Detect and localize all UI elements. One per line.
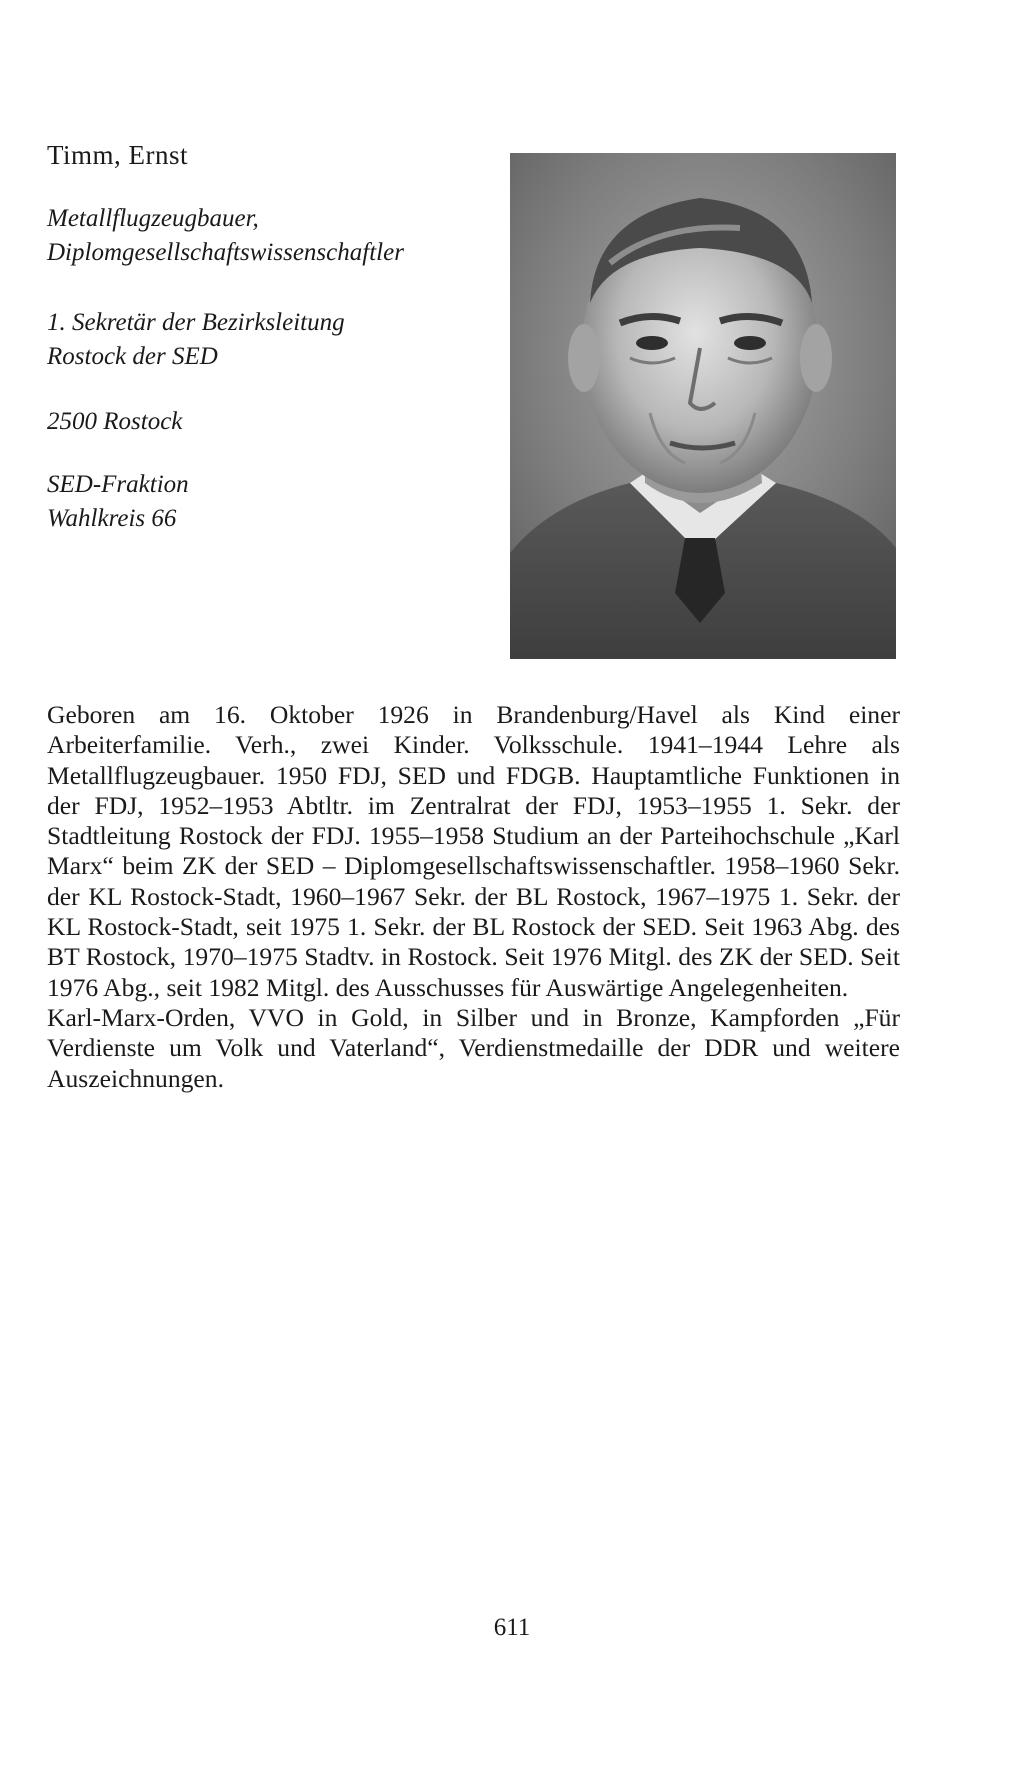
person-name: Timm, Ernst — [47, 140, 189, 170]
portrait-image — [510, 153, 896, 659]
office-line: Rostock der SED — [47, 343, 218, 370]
city-line: 2500 Rostock — [47, 408, 183, 435]
biography-section — [47, 700, 900, 1094]
page-number: 611 — [493, 1614, 531, 1641]
fraction-line: SED-Fraktion — [47, 471, 189, 498]
fraction-line: Wahlkreis 66 — [47, 505, 177, 532]
profession-line: Diplomgesellschaftswissenschaftler — [47, 239, 404, 266]
office-block — [47, 306, 345, 374]
awards-text: Karl-Marx-Orden, VVO in Gold, in Silber und in Bronze, Kampforden „Für Verdienste um Volk und Vaterland“, Verdienstmedaille der DDR und weitere Auszeichnungen. — [47, 1002, 900, 1093]
city-block — [47, 405, 182, 439]
fraction-block — [47, 468, 189, 536]
profession-line: Metallflugzeugbauer, — [47, 205, 259, 232]
portrait-photo — [510, 153, 896, 659]
biography-text: Geboren am 16. Oktober 1926 in Brandenburg/Havel als Kind einer Arbeiterfamilie. Verh., zwei Kinder. Volksschule. 1941–1944 Lehre als Metallflugzeugbauer. 1950 FDJ, SED und FDGB. Hauptamtliche Funktionen in der FDJ, 1952–1953 Abtltr. im Zentralrat der FDJ, 1953–1955 1. Sekr. der Stadtleitung Rostock der FDJ. 1955–1958 Studium an der Parteihochschule „Karl Marx“ beim ZK der SED – Diplomgesellschaftswissenschaftler. 1958–1960 Sekr. der KL Rostock-Stadt, 1960–1967 Sekr. der BL Rostock, 1967–1975 1. Sekr. der KL Rostock-Stadt, seit 1975 1. Sekr. der BL Rostock der SED. Seit 1963 Abg. des BT Rostock, 1970–1975 Stadtv. in Rostock. Seit 1976 Mitgl. des ZK der SED. Seit 1976 Abg., seit 1982 Mitgl. des Ausschusses für Auswärtige Angelegenheiten. — [47, 700, 900, 1002]
profession-block — [47, 202, 404, 270]
office-line: 1. Sekretär der Bezirksleitung — [47, 309, 345, 336]
